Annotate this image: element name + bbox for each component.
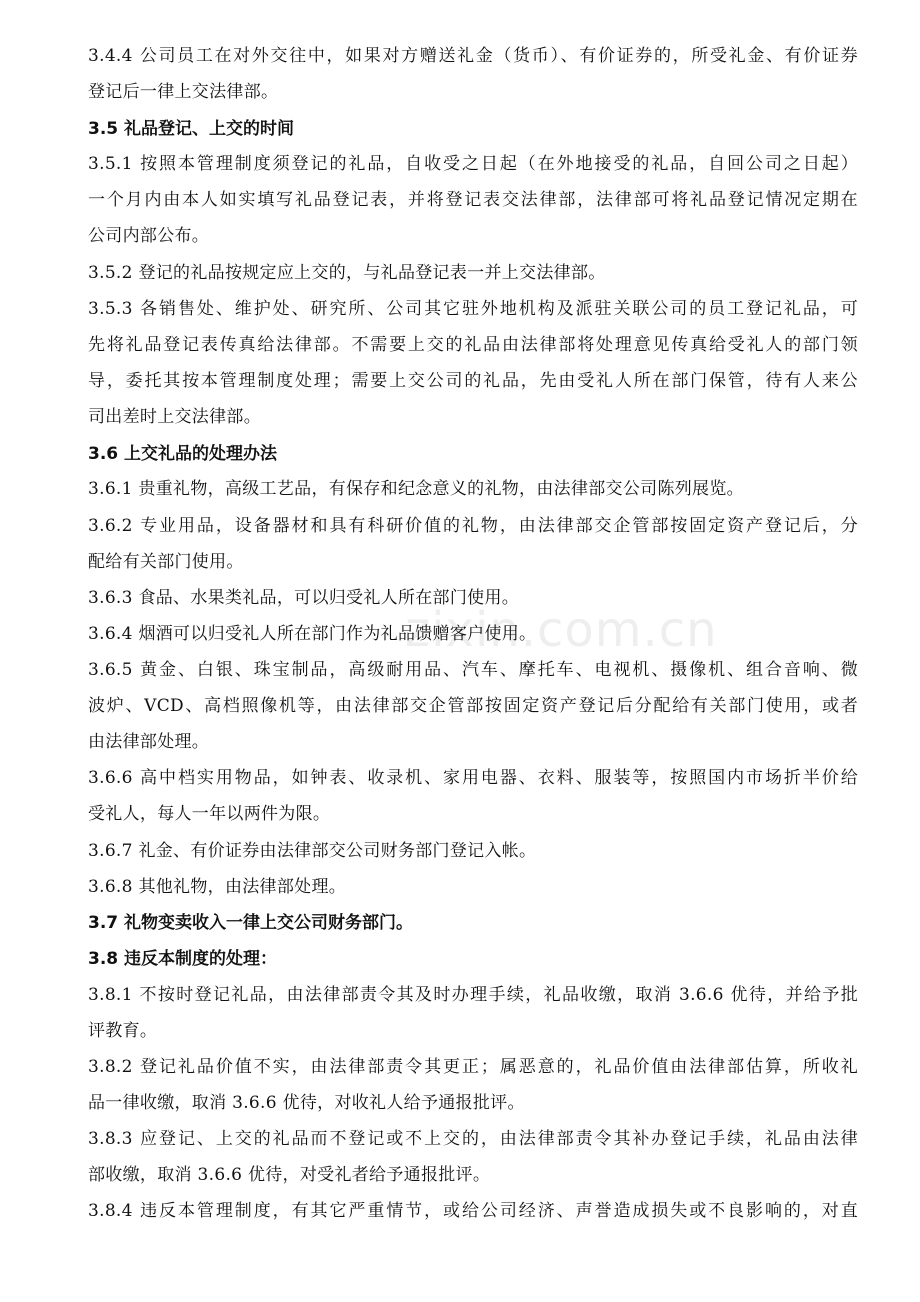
text-line: 3.8.4 违反本管理制度，有其它严重情节，或给公司经济、声誉造成损失或不良影响的，对直: [88, 1201, 858, 1221]
text-line: 评教育。: [88, 1021, 158, 1041]
text-line: 3.6.3 食品、水果类礼品，可以归受礼人所在部门使用。: [88, 588, 520, 608]
text-line: 配给有关部门使用。: [88, 552, 244, 572]
text-line: 登记后一律上交法律部。: [88, 82, 279, 102]
text-line: 3.6.4 烟酒可以归受礼人所在部门作为礼品馈赠客户使用。: [88, 624, 537, 644]
text-line: 3.6.7 礼金、有价证券由法律部交公司财务部门登记入帐。: [88, 841, 537, 861]
text-line: 3.6.1 贵重礼物，高级工艺品，有保存和纪念意义的礼物，由法律部交公司陈列展览。: [88, 479, 744, 499]
text-line: 3.5.2 登记的礼品按规定应上交的，与礼品登记表一并上交法律部。: [88, 263, 606, 283]
text-line: 3.6.6 高中档实用物品，如钟表、收录机、家用电器、衣料、服装等，按照国内市场折半价给: [88, 768, 858, 788]
paragraph-3-4-4: [88, 38, 858, 110]
text-line: 司出差时上交法律部。: [88, 407, 261, 427]
paragraph-3-5-2: [88, 255, 858, 291]
paragraph-3-6-2: [88, 508, 858, 580]
text-line: 3.5.1 按照本管理制度须登记的礼品，自收受之日起（在外地接受的礼品，自回公司之日起）: [88, 154, 858, 174]
paragraph-3-6-6: [88, 760, 858, 832]
paragraph-3-6-8: [88, 869, 858, 905]
paragraph-3-6-5: [88, 652, 858, 760]
text-line: 3.6.8 其他礼物，由法律部处理。: [88, 877, 347, 897]
text-line: 3.4.4 公司员工在对外交往中，如果对方赠送礼金（货币）、有价证券的，所受礼金、有价证券: [88, 46, 858, 66]
watermark: zixin.com.cn: [405, 602, 718, 658]
heading-3-8: [88, 941, 858, 977]
heading-3-6: [88, 436, 858, 472]
text-line: 导，委托其按本管理制度处理；需要上交公司的礼品，先由受礼人所在部门保管，待有人来公: [88, 371, 858, 391]
text-line: 波炉、VCD、高档照像机等，由法律部交企管部按固定资产登记后分配给有关部门使用，或者: [88, 696, 858, 716]
text-line: 部收缴，取消 3.6.6 优待，对受礼者给予通报批评。: [88, 1165, 491, 1185]
paragraph-3-6-3: [88, 580, 858, 616]
text-line: 3.8.2 登记礼品价值不实，由法律部责令其更正；属恶意的，礼品价值由法律部估算，所收礼: [88, 1057, 858, 1077]
paragraph-3-5-3: [88, 291, 858, 435]
text-line: 先将礼品登记表传真给法律部。不需要上交的礼品由法律部将处理意见传真给受礼人的部门领: [88, 335, 858, 355]
text-line: 3.6.5 黄金、白银、珠宝制品，高级耐用品、汽车、摩托车、电视机、摄像机、组合音响、微: [88, 660, 858, 680]
paragraph-3-6-1: [88, 471, 858, 507]
text-line: 公司内部公布。: [88, 226, 210, 246]
paragraph-3-8-2: [88, 1049, 858, 1121]
text-line: 3.5.3 各销售处、维护处、研究所、公司其它驻外地机构及派驻关联公司的员工登记礼品，可: [88, 299, 858, 319]
paragraph-3-8-4: [88, 1193, 858, 1229]
text-line: 品一律收缴，取消 3.6.6 优待，对收礼人给予通报批评。: [88, 1093, 525, 1113]
section-heading: 3.7 礼物变卖收入一律上交公司财务部门。: [88, 913, 414, 933]
text-line: 3.8.1 不按时登记礼品，由法律部责令其及时办理手续，礼品收缴，取消 3.6.6 优待，并给予批: [88, 985, 858, 1005]
paragraph-3-6-4: [88, 616, 858, 652]
text-line: 3.8.3 应登记、上交的礼品而不登记或不上交的，由法律部责令其补办登记手续，礼品由法律: [88, 1129, 858, 1149]
paragraph-3-5-1: [88, 146, 858, 254]
text-line: 一个月内由本人如实填写礼品登记表，并将登记表交法律部，法律部可将礼品登记情况定期在: [88, 190, 858, 210]
heading-3-7: [88, 905, 858, 941]
text-line: 由法律部处理。: [88, 732, 210, 752]
paragraph-3-8-1: [88, 977, 858, 1049]
text-line: 3.6.2 专业用品，设备器材和具有科研价值的礼物，由法律部交企管部按固定资产登记后，分: [88, 516, 858, 536]
section-heading: 3.6 上交礼品的处理办法: [88, 444, 278, 464]
text-line: 受礼人，每人一年以两件为限。: [88, 804, 331, 824]
section-heading: 3.5 礼品登记、上交的时间: [88, 119, 295, 139]
section-heading: 3.8 违反本制度的处理：: [88, 949, 278, 969]
paragraph-3-8-3: [88, 1121, 858, 1193]
paragraph-3-6-7: [88, 833, 858, 869]
heading-3-5: [88, 111, 858, 147]
